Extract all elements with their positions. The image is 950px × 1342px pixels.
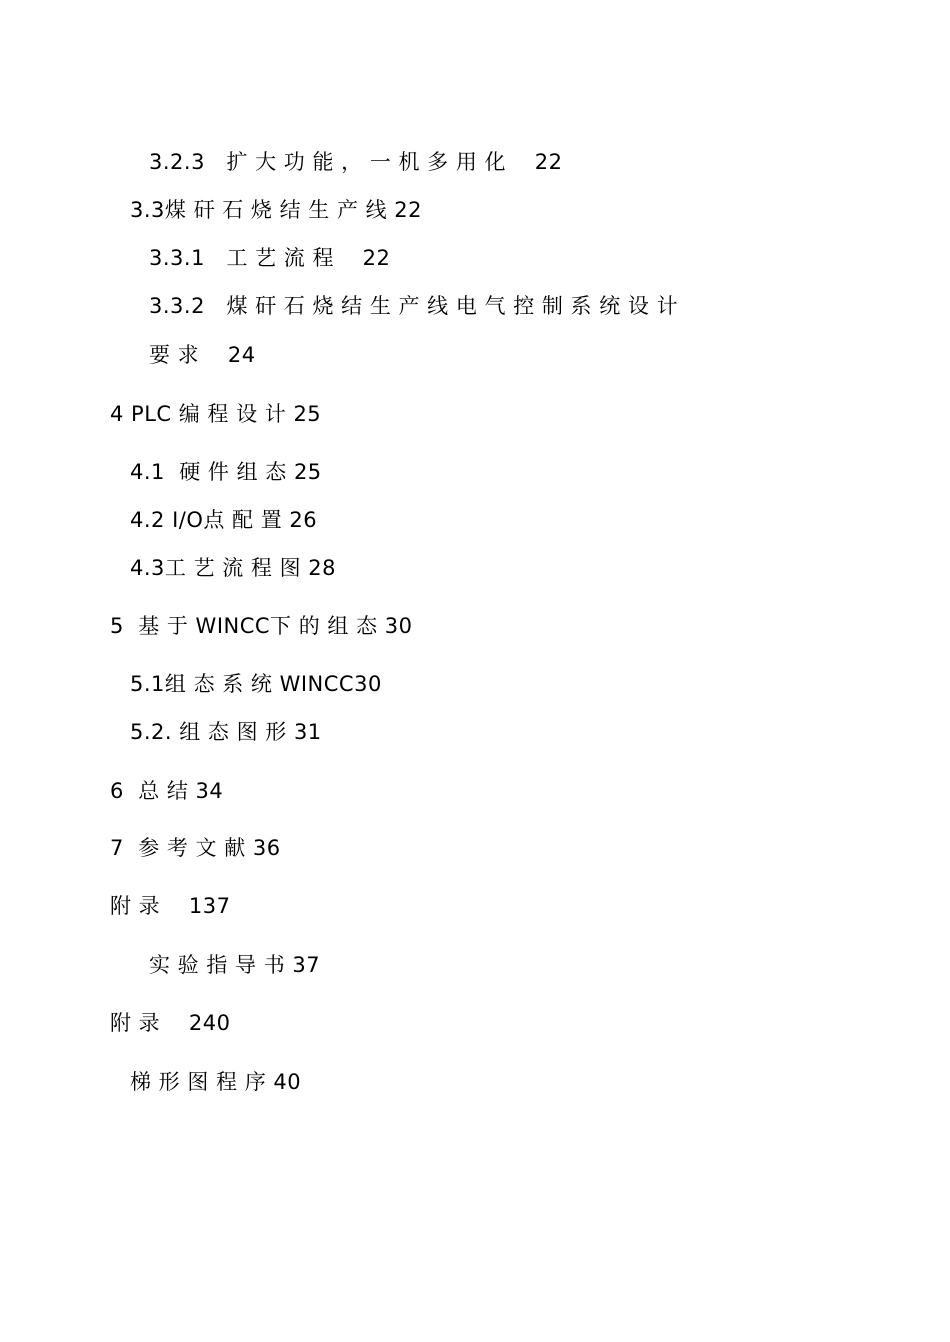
toc-entry-5-2: 5.2. 组 态 图 形 31 — [130, 720, 322, 744]
toc-entry-3-3-2: 3.3.2 煤 矸 石 烧 结 生 产 线 电 气 控 制 系 统 设 计 — [149, 294, 679, 318]
toc-entry-3-3-2-continued: 要 求 24 — [149, 343, 256, 367]
toc-entry-3-3-1: 3.3.1 工 艺 流 程 22 — [149, 246, 391, 270]
toc-entry-appendix-2: 附 录 240 — [110, 1011, 231, 1035]
toc-entry-5-1: 5.1组 态 系 统 WINCC30 — [130, 672, 382, 696]
toc-entry-4-1: 4.1 硬 件 组 态 25 — [130, 460, 322, 484]
toc-entry-appendix-1: 附 录 137 — [110, 894, 231, 918]
toc-entry-3-3: 3.3煤 矸 石 烧 结 生 产 线 22 — [130, 198, 423, 222]
toc-entry-6: 6 总 结 34 — [110, 779, 224, 803]
toc-entry-lab-guide: 实 验 指 导 书 37 — [149, 953, 321, 977]
toc-entry-4-3: 4.3工 艺 流 程 图 28 — [130, 556, 336, 580]
toc-entry-4: 4 PLC 编 程 设 计 25 — [110, 402, 322, 426]
toc-entry-5: 5 基 于 WINCC下 的 组 态 30 — [110, 614, 413, 638]
toc-entry-4-2: 4.2 I/O点 配 置 26 — [130, 508, 318, 532]
toc-entry-7: 7 参 考 文 献 36 — [110, 836, 281, 860]
toc-entry-3-2-3: 3.2.3 扩 大 功 能 ， 一 机 多 用 化 22 — [149, 150, 563, 174]
toc-entry-ladder-program: 梯 形 图 程 序 40 — [130, 1070, 302, 1094]
